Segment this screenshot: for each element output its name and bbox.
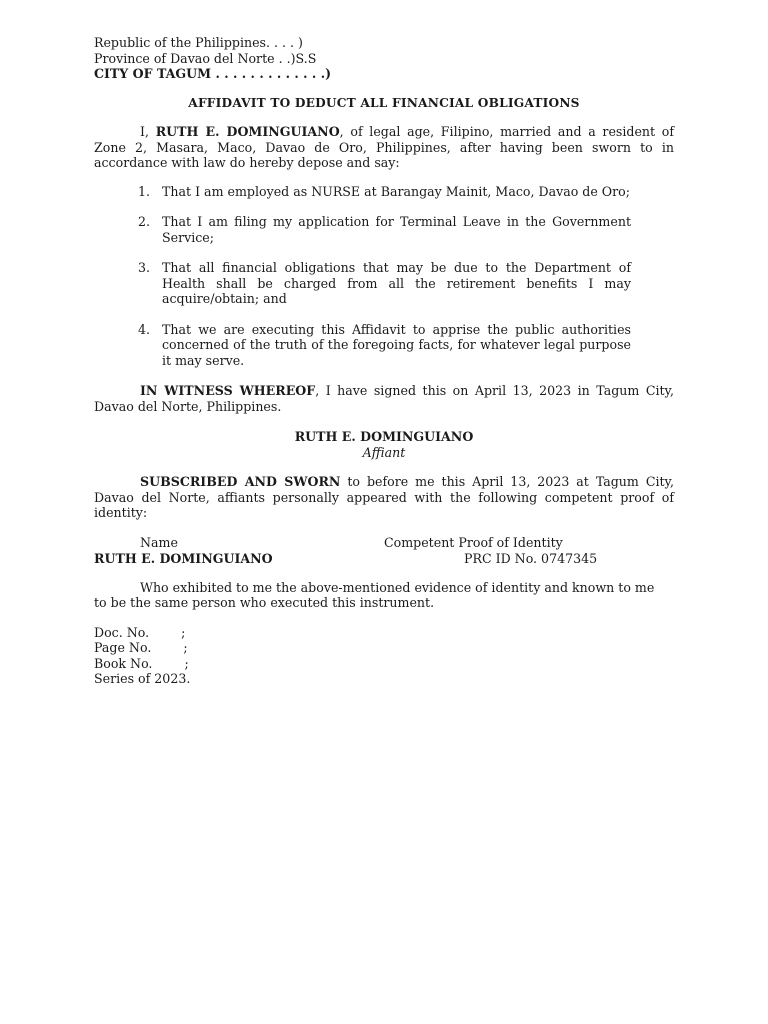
jurat-rest: to before me this April 13, 2023 at Tagum City, Davao del Norte, affiants personally appeared with the following competent proof of identity:: [94, 474, 674, 520]
venue-block: [94, 35, 674, 82]
list-item: [138, 214, 631, 245]
identity-table: [94, 535, 674, 567]
witness-lead: IN WITNESS WHEREOF: [140, 383, 316, 398]
item-text: That we are executing this Affidavit to apprise the public authorities concerned of the truth of the foregoing facts, for whatever legal purpose it may serve.: [162, 321, 631, 368]
document-body: [94, 35, 674, 687]
page-number: Page No. ;: [94, 640, 188, 655]
identity-header-proof: Competent Proof of Identity: [384, 534, 563, 550]
item-text: That I am filing my application for Terminal Leave in the Government Service;: [162, 214, 631, 245]
signature-block: [94, 429, 674, 460]
document-title: AFFIDAVIT TO DEDUCT ALL FINANCIAL OBLIGATIONS: [188, 95, 580, 110]
item-number: 2.: [138, 214, 151, 229]
venue-city: CITY OF TAGUM . . . . . . . . . . . . .): [94, 66, 332, 81]
identity-header-name: Name: [140, 534, 178, 550]
item-number: 3.: [138, 260, 151, 275]
witness-rest: , I have signed this on April 13, 2023 in Tagum City, Davao del Norte, Philippines.: [94, 383, 674, 414]
notarial-register: [94, 625, 674, 687]
statement-list: [94, 184, 631, 369]
intro-prefix: I,: [140, 124, 156, 139]
exhibited-paragraph: Who exhibited to me the above-mentioned evidence of identity and known to me to be the same person who executed this instrument.: [94, 579, 655, 610]
signatory-name: RUTH E. DOMINGUIANO: [294, 429, 474, 444]
affiant-name-inline: RUTH E. DOMINGUIANO: [155, 124, 340, 139]
signatory-role: Affiant: [362, 444, 406, 460]
item-number: 4.: [138, 321, 151, 337]
list-item: [138, 260, 631, 307]
intro-paragraph: [94, 124, 674, 171]
item-number: 1.: [138, 183, 151, 199]
list-item: [138, 322, 631, 369]
jurat-paragraph: [94, 474, 674, 521]
intro-rest: , of legal age, Filipino, married and a resident of Zone 2, Masara, Maco, Davao de Oro, Philippines, after having been sworn to in accordance with law do hereby depose and say:: [94, 124, 675, 170]
book-number: Book No. ;: [94, 655, 189, 671]
item-text: That all financial obligations that may be due to the Department of Health shall be charged from all the retirement benefits I may acquire/obtain; and: [162, 260, 631, 306]
venue-republic: Republic of the Philippines. . . . ): [94, 35, 303, 50]
identity-row-proof: PRC ID No. 0747345: [464, 550, 598, 566]
jurat-lead: SUBSCRIBED AND SWORN: [140, 474, 341, 489]
witness-paragraph: [94, 383, 674, 414]
identity-row-name: RUTH E. DOMINGUIANO: [94, 550, 273, 566]
list-item: [138, 184, 631, 200]
doc-number: Doc. No. ;: [94, 624, 186, 640]
item-text: That I am employed as NURSE at Barangay Mainit, Maco, Davao de Oro;: [162, 183, 630, 199]
series-year: Series of 2023.: [94, 671, 191, 686]
venue-province: Province of Davao del Norte . .)S.S: [94, 50, 317, 66]
